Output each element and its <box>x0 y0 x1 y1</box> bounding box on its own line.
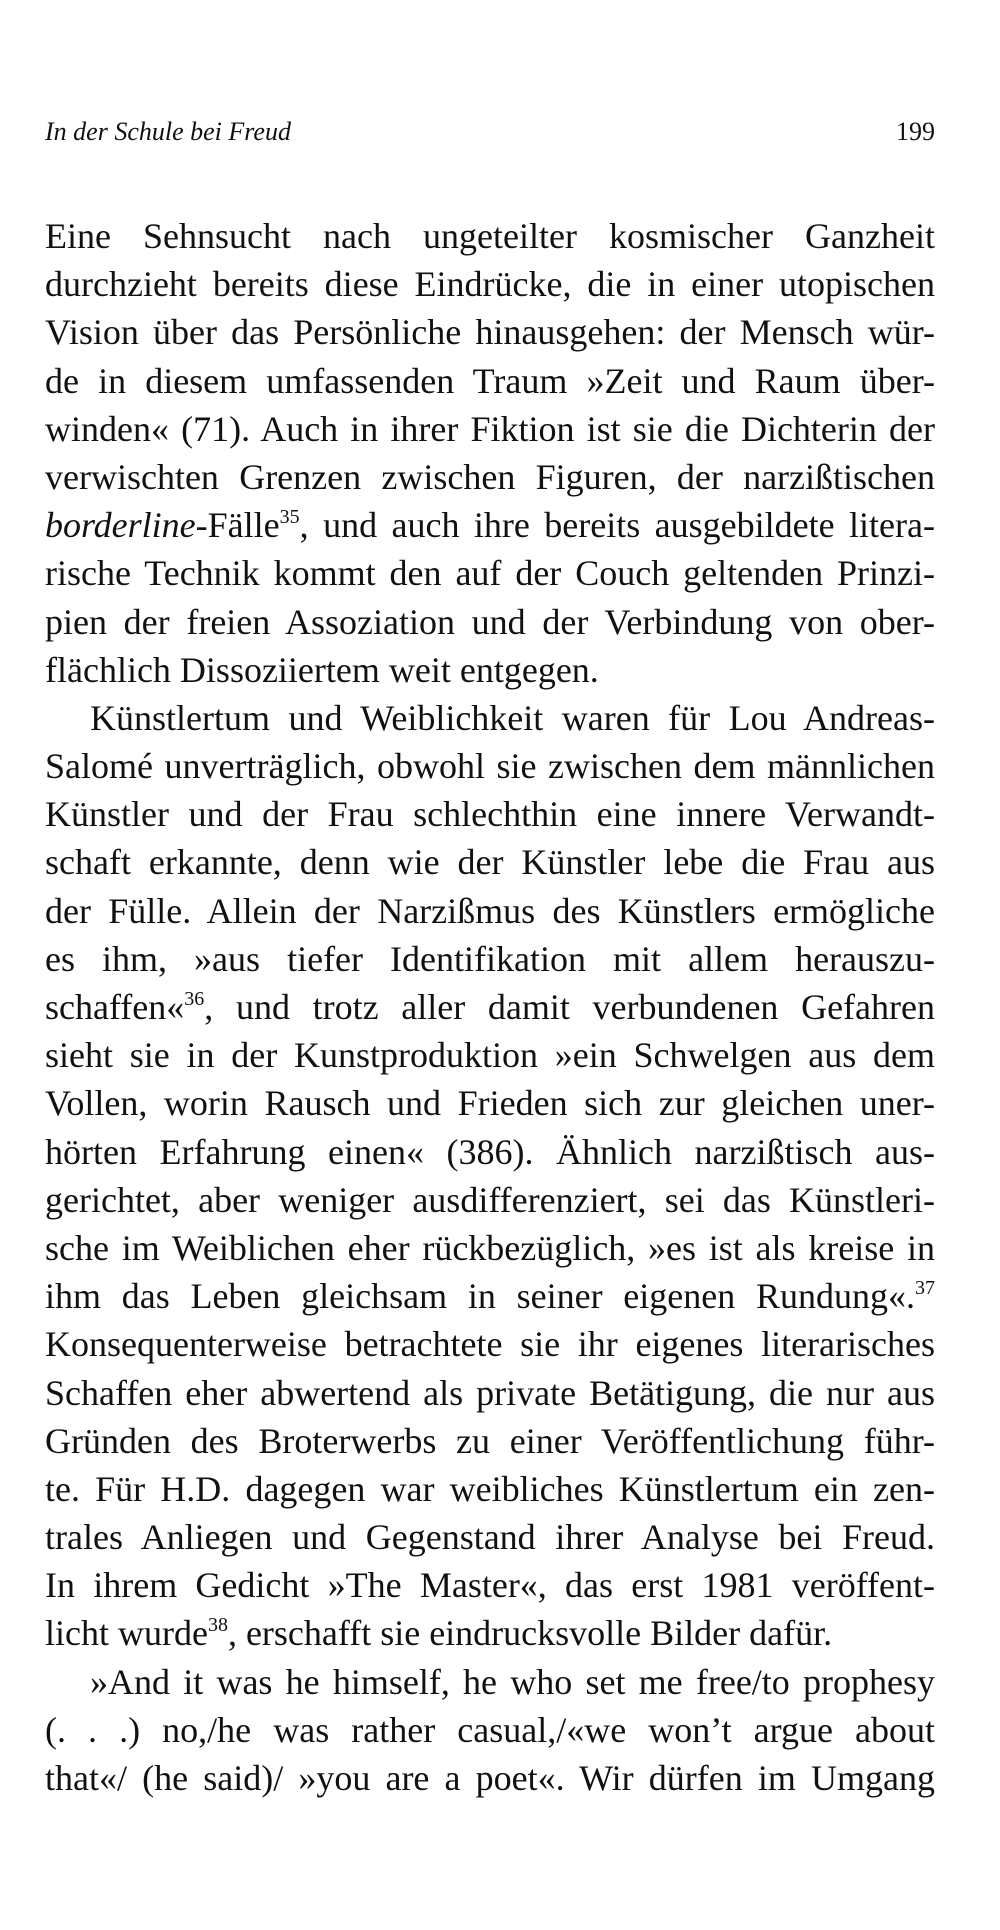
footnote-marker: 37 <box>915 1277 935 1300</box>
body-text <box>45 212 935 1802</box>
text-line <box>45 501 935 549</box>
text-line: Vision über das Persönliche hinausgehen: der Mensch wür- <box>45 312 935 353</box>
text-line: es ihm, »aus tiefer Identifikation mit allem herauszu- <box>45 938 935 979</box>
page-number: 199 <box>896 117 935 146</box>
text-line: Salomé unverträglich, obwohl sie zwischen dem männlichen <box>45 746 935 787</box>
text-line: Eine Sehnsucht nach ungeteilter kosmischer Ganzheit <box>45 216 935 256</box>
text-line: Gründen des Broterwerbs zu einer Veröffentlichung führ- <box>45 1420 935 1461</box>
text-fragment: -Fälle <box>195 505 280 546</box>
footnote-marker: 36 <box>184 988 205 1010</box>
text-line: hörten Erfahrung einen« (386). Ähnlich narzißtisch aus- <box>45 1131 935 1172</box>
text-line: sche im Weiblichen eher rückbezüglich, »es ist als kreise in <box>45 1227 935 1268</box>
italic-term: borderline <box>45 505 196 546</box>
text-fragment: ihm das Leben gleichsam in seiner eigenen Rundung«. <box>45 1276 915 1317</box>
text-line <box>45 983 935 1031</box>
text-line: durchzieht bereits diese Eindrücke, die in einer utopischen <box>45 264 935 305</box>
text-line: Vollen, worin Rausch und Frieden sich zur gleichen uner- <box>45 1083 935 1124</box>
text-line: schaft erkannte, denn wie der Künstler lebe die Frau aus <box>45 842 935 883</box>
text-line: pien der freien Assoziation und der Verbindung von ober- <box>45 601 935 642</box>
text-line: te. Für H.D. dagegen war weibliches Künstlertum ein zen- <box>45 1468 935 1509</box>
text-line: verwischten Grenzen zwischen Figuren, der narzißtischen <box>45 456 935 497</box>
text-line <box>45 1609 935 1657</box>
text-line: Künstlertum und Weiblichkeit waren für Lou Andreas- <box>90 697 935 738</box>
text-fragment: , und trotz aller damit verbundenen Gefahren <box>204 987 935 1027</box>
text-line: Konsequenterweise betrachtete sie ihr eigenes literarisches <box>45 1324 935 1365</box>
text-line: rische Technik kommt den auf der Couch geltenden Prinzi- <box>45 553 935 594</box>
text-line: (. . .) no,/he was rather casual,/«we won’t argue about <box>45 1709 935 1750</box>
text-line: Schaffen eher abwertend als private Betätigung, die nur aus <box>45 1372 935 1413</box>
text-line: winden« (71). Auch in ihrer Fiktion ist sie die Dichterin der <box>45 408 935 449</box>
text-line: de in diesem umfassenden Traum »Zeit und Raum über- <box>45 360 935 401</box>
running-head <box>45 112 935 152</box>
text-line: In ihrem Gedicht »The Master«, das erst 1981 veröffent- <box>45 1565 935 1606</box>
text-line <box>45 1272 935 1320</box>
text-fragment: licht wurde <box>45 1613 208 1654</box>
text-line: sieht sie in der Kunstproduktion »ein Schwelgen aus dem <box>45 1035 935 1076</box>
text-line: der Fülle. Allein der Narzißmus des Künstlers ermögliche <box>45 890 935 931</box>
text-fragment: , erschafft sie eindrucksvolle Bilder dafür. <box>227 1613 833 1654</box>
footnote-marker: 38 <box>207 1614 228 1637</box>
text-line: »And it was he himself, he who set me free/to prophesy <box>90 1661 935 1702</box>
text-line: trales Anliegen und Gegenstand ihrer Analyse bei Freud. <box>45 1517 935 1558</box>
text-line: flächlich Dissoziiertem weit entgegen. <box>45 649 599 690</box>
text-line: Künstler und der Frau schlechthin eine innere Verwandt- <box>45 794 935 835</box>
text-line: gerichtet, aber weniger ausdifferenziert, sei das Künstleri- <box>45 1179 935 1220</box>
running-title: In der Schule bei Freud <box>45 117 291 146</box>
footnote-marker: 35 <box>279 506 300 529</box>
text-line: that«/ (he said)/ »you are a poet«. Wir dürfen im Umgang <box>45 1758 935 1798</box>
text-fragment: schaffen« <box>45 987 185 1027</box>
text-fragment: , und auch ihre bereits ausgebildete litera- <box>299 505 935 546</box>
